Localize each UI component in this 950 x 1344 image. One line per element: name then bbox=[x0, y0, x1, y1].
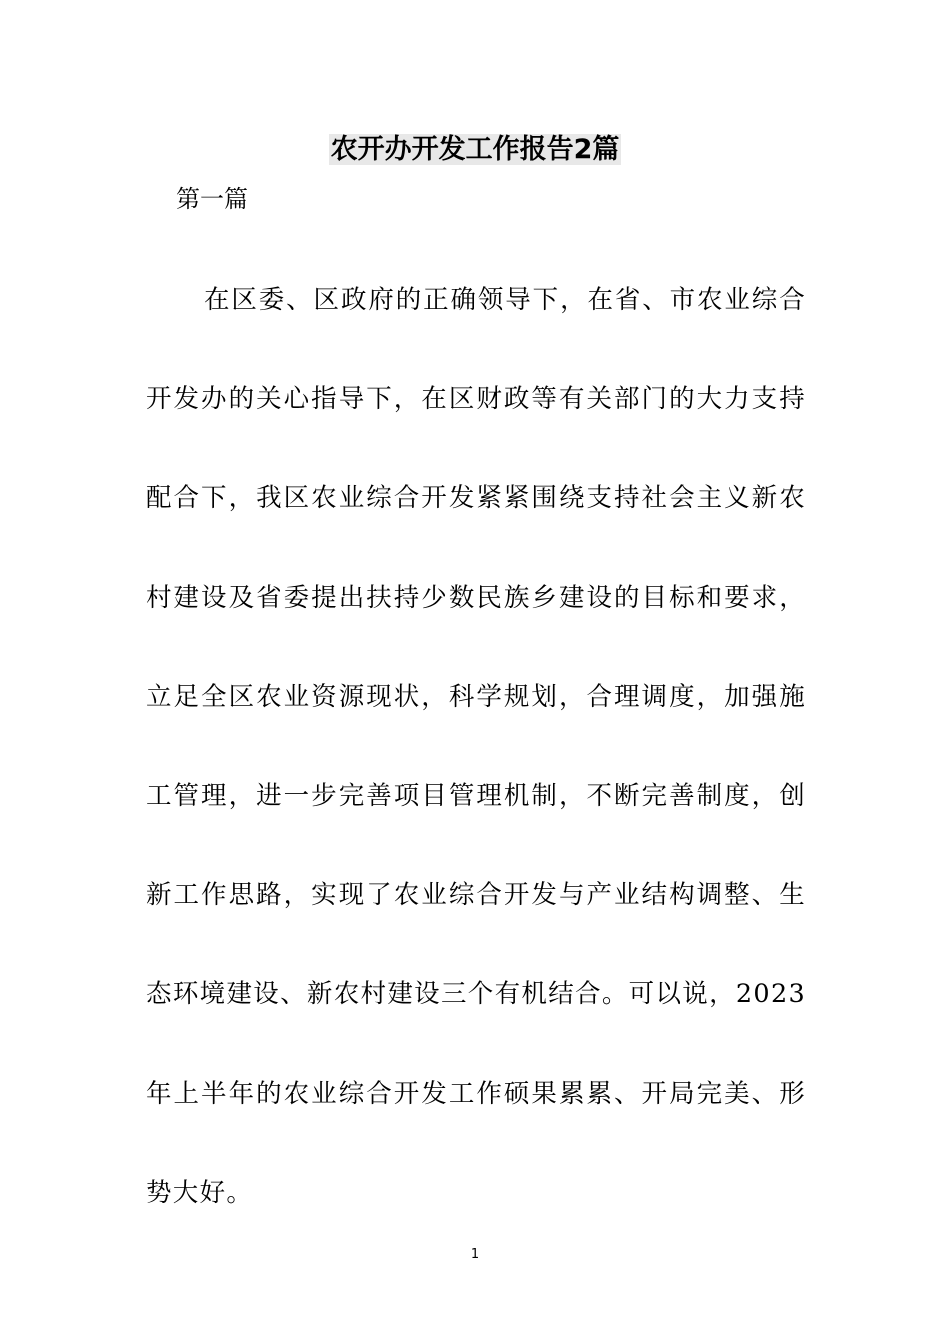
document-title bbox=[0, 130, 950, 170]
body-paragraph: 在区委、区政府的正确领导下，在省、市农业综合开发办的关心指导下，在区财政等有关部门的大力支持配合下，我区农业综合开发紧紧围绕支持社会主义新农村建设及省委提出扶持少数民族乡建设的目标和要求，立足全区农业资源现状，科学规划，合理调度，加强施工管理，进一步完善项目管理机制，不断完善制度，创新工作思路，实现了农业综合开发与产业结构调整、生态环境建设、新农村建设三个有机结合。可以说，2023年上半年的农业综合开发工作硕果累累、开局完美、形势大好。 bbox=[146, 285, 806, 1208]
document-title-text: 农开办开发工作报告2篇 bbox=[330, 134, 620, 165]
page-number: 1 bbox=[470, 1247, 480, 1262]
section-heading: 第一篇 bbox=[176, 185, 248, 213]
